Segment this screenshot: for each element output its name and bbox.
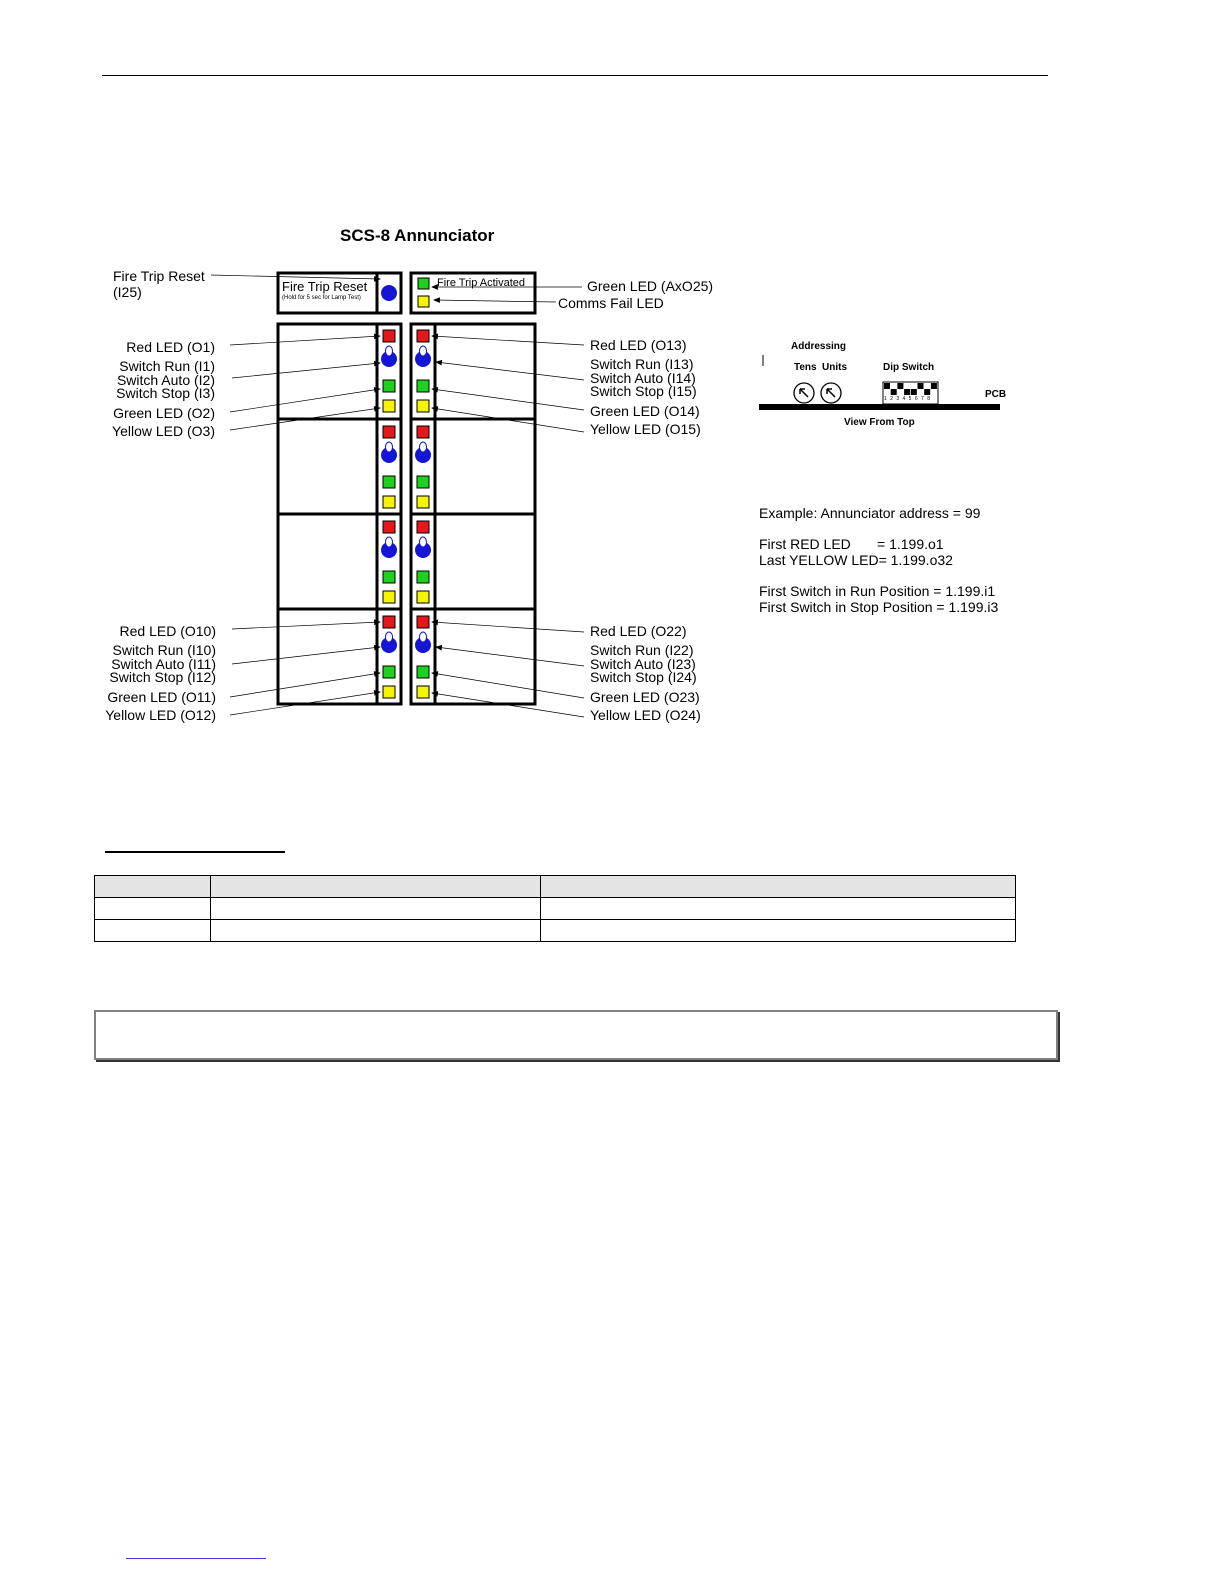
example-first-red-value: = 1.199.o1 bbox=[877, 536, 944, 552]
label-yellow-led-o15: Yellow LED (O15) bbox=[590, 421, 701, 437]
green-led bbox=[383, 476, 395, 488]
table-cell bbox=[211, 920, 541, 942]
leader-line bbox=[432, 622, 584, 632]
selector-switch-icon bbox=[415, 346, 431, 367]
addressing-pcb: PCB bbox=[985, 389, 1007, 400]
dip-switch-numbers: 1 2 3 4 5 6 7 8 bbox=[884, 396, 931, 402]
red-led bbox=[383, 330, 395, 342]
dip-switch-lever bbox=[924, 389, 930, 395]
example-address: Example: Annunciator address = 99 bbox=[759, 505, 981, 521]
example-last-yellow: Last YELLOW LED= 1.199.o32 bbox=[759, 552, 953, 568]
leader-line bbox=[432, 336, 584, 345]
table-row bbox=[95, 920, 1016, 942]
yellow-led bbox=[417, 686, 429, 698]
label-green-led-o2: Green LED (O2) bbox=[113, 405, 215, 421]
arrowhead bbox=[434, 298, 440, 303]
addressing-tens: Tens bbox=[794, 362, 817, 373]
red-led bbox=[383, 521, 395, 533]
yellow-led bbox=[417, 496, 429, 508]
comms-fail-yellow-led bbox=[418, 296, 429, 307]
label-red-led-o10: Red LED (O10) bbox=[119, 623, 216, 639]
diagram-title: SCS-8 Annunciator bbox=[340, 226, 495, 245]
label-switch-stop-i15: Switch Stop (I15) bbox=[590, 383, 697, 399]
label-yellow-led-o3: Yellow LED (O3) bbox=[112, 423, 215, 439]
arrowhead bbox=[436, 645, 442, 650]
yellow-led bbox=[383, 400, 395, 412]
red-led bbox=[417, 616, 429, 628]
table-cell bbox=[541, 920, 1016, 942]
label-switch-run-i22: Switch Run (I22) bbox=[590, 642, 694, 658]
selector-switch-icon bbox=[381, 442, 397, 463]
label-yellow-led-o24: Yellow LED (O24) bbox=[590, 707, 701, 723]
label-switch-auto-i2: Switch Auto (I2) bbox=[116, 372, 215, 388]
red-led bbox=[417, 521, 429, 533]
fire-trip-reset-button-label: Fire Trip Reset bbox=[282, 279, 368, 294]
leader-line bbox=[232, 622, 380, 629]
label-switch-run-i10: Switch Run (I10) bbox=[112, 642, 216, 658]
table-header-cell bbox=[541, 876, 1016, 898]
leader-line bbox=[436, 362, 584, 380]
selector-switch-icon bbox=[415, 442, 431, 463]
dip-switch-lever bbox=[911, 389, 917, 395]
fire-trip-green-led bbox=[418, 278, 429, 289]
label-switch-auto-i14: Switch Auto (I14) bbox=[590, 370, 696, 386]
fire-trip-reset-button-icon bbox=[381, 285, 397, 301]
addressing-units: Units bbox=[822, 362, 847, 373]
dip-switch-lever bbox=[891, 389, 897, 395]
red-led bbox=[417, 330, 429, 342]
dip-switch-lever bbox=[884, 383, 890, 389]
green-led bbox=[383, 380, 395, 392]
label-switch-auto-i23: Switch Auto (I23) bbox=[590, 656, 696, 672]
selector-switch-icon bbox=[381, 632, 397, 653]
label-green-led-o23: Green LED (O23) bbox=[590, 689, 700, 705]
red-led bbox=[383, 616, 395, 628]
leader-line bbox=[436, 647, 584, 666]
leader-line bbox=[230, 389, 380, 412]
label-fire-trip-reset: Fire Trip Reset bbox=[113, 268, 205, 284]
dip-switch-lever bbox=[918, 383, 924, 389]
dip-switch-lever bbox=[904, 389, 910, 395]
label-switch-run-i13: Switch Run (I13) bbox=[590, 356, 694, 372]
red-led bbox=[417, 426, 429, 438]
fire-trip-activated-label: Fire Trip Activated bbox=[437, 277, 526, 289]
label-switch-stop-i12: Switch Stop (I12) bbox=[109, 669, 216, 685]
dip-switch-lever bbox=[931, 383, 937, 389]
dip-switch-lever bbox=[897, 383, 903, 389]
table-header-cell bbox=[211, 876, 541, 898]
label-yellow-led-o12: Yellow LED (O12) bbox=[105, 707, 216, 723]
section-heading-underline bbox=[105, 851, 285, 853]
addressing-dip-switch: Dip Switch bbox=[883, 362, 935, 373]
label-red-led-o13: Red LED (O13) bbox=[590, 337, 687, 353]
example-first-red-label: First RED LED bbox=[759, 536, 851, 552]
green-led bbox=[417, 571, 429, 583]
selector-switch-icon bbox=[381, 537, 397, 558]
selector-switch-icon bbox=[381, 346, 397, 367]
example-first-run: First Switch in Run Position = 1.199.i1 bbox=[759, 583, 996, 599]
label-comms-fail-led: Comms Fail LED bbox=[558, 295, 664, 311]
label-green-led-o14: Green LED (O14) bbox=[590, 403, 700, 419]
label-switch-stop-i3: Switch Stop (I3) bbox=[116, 385, 215, 401]
data-table bbox=[94, 875, 1016, 942]
table-cell bbox=[211, 898, 541, 920]
table-cell bbox=[95, 898, 211, 920]
green-led bbox=[417, 380, 429, 392]
green-led bbox=[417, 666, 429, 678]
yellow-led bbox=[383, 686, 395, 698]
yellow-led bbox=[417, 400, 429, 412]
table-row bbox=[95, 898, 1016, 920]
note-box bbox=[94, 1010, 1058, 1060]
addressing-view: View From Top bbox=[844, 417, 915, 428]
label-switch-auto-i11: Switch Auto (I11) bbox=[111, 656, 216, 672]
arrowhead bbox=[436, 360, 442, 365]
leader-line bbox=[432, 389, 584, 410]
label-red-led-o22: Red LED (O22) bbox=[590, 623, 687, 639]
footer-link-underline[interactable] bbox=[126, 1558, 266, 1559]
selector-switch-icon bbox=[415, 537, 431, 558]
yellow-led bbox=[417, 591, 429, 603]
leader-line bbox=[232, 647, 380, 664]
label-green-led-o11: Green LED (O11) bbox=[107, 689, 216, 705]
green-led bbox=[417, 476, 429, 488]
yellow-led bbox=[383, 496, 395, 508]
label-switch-stop-i24: Switch Stop (I24) bbox=[590, 669, 697, 685]
table-cell bbox=[95, 920, 211, 942]
addressing-heading: Addressing bbox=[791, 341, 847, 352]
example-first-stop: First Switch in Stop Position = 1.199.i3 bbox=[759, 599, 999, 615]
label-green-led-axo25: Green LED (AxO25) bbox=[587, 278, 714, 294]
selector-switch-icon bbox=[415, 632, 431, 653]
label-red-led-o1: Red LED (O1) bbox=[126, 339, 215, 355]
leader-line bbox=[232, 363, 380, 378]
green-led bbox=[383, 571, 395, 583]
leader-line bbox=[230, 673, 380, 697]
leader-line bbox=[230, 336, 380, 345]
table-cell bbox=[541, 898, 1016, 920]
label-fire-trip-reset-io: (I25) bbox=[113, 284, 142, 300]
fire-trip-reset-hint: (Hold for 5 sec for Lamp Test) bbox=[282, 295, 361, 301]
leader-line bbox=[434, 300, 556, 302]
table-header-cell bbox=[95, 876, 211, 898]
leader-line bbox=[432, 673, 584, 698]
label-switch-run-i1: Switch Run (I1) bbox=[119, 358, 215, 374]
yellow-led bbox=[383, 591, 395, 603]
red-led bbox=[383, 426, 395, 438]
table-header-row bbox=[95, 876, 1016, 898]
green-led bbox=[383, 666, 395, 678]
